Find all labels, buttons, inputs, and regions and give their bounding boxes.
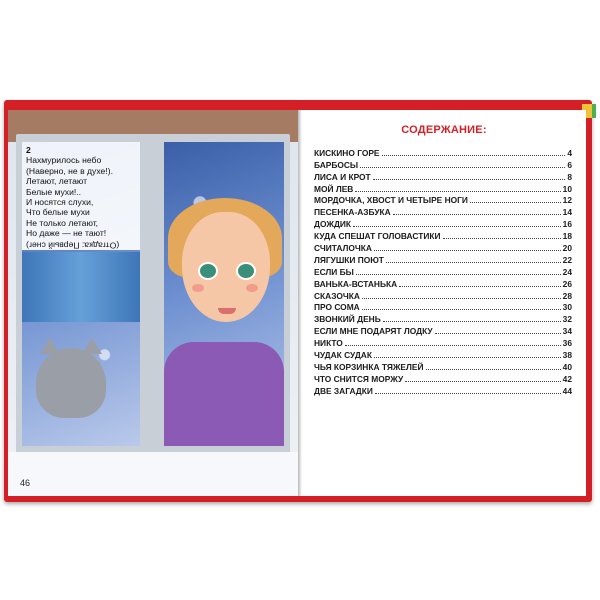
right-page: [302, 110, 586, 496]
toc-entry-page: 14: [562, 207, 572, 218]
toc-entry-page: 26: [562, 278, 572, 289]
toc-entry-title: КУДА СПЕШАТ ГОЛОВАСТИКИ: [314, 231, 441, 242]
toc-entry-title: МОЙ ЛЕВ: [314, 183, 354, 194]
toc-list: [314, 146, 572, 396]
toc-entry-page: 28: [562, 290, 572, 301]
toc-entry: [314, 336, 572, 348]
toc-entry: [314, 277, 572, 289]
toc-entry: [314, 372, 572, 384]
toc-entry: [314, 360, 572, 372]
toc-leader-dots: [393, 214, 561, 215]
toc-entry: [314, 205, 572, 217]
poem-line: Белые мухи!..: [26, 186, 82, 197]
toc-leader-dots: [374, 250, 561, 251]
toc-entry-page: 8: [567, 171, 572, 182]
toc-entry: [314, 170, 572, 182]
toc-entry-page: 30: [562, 302, 572, 313]
toc-entry: [314, 289, 572, 301]
toc-entry-page: 18: [562, 231, 572, 242]
toc-entry: [314, 348, 572, 360]
toc-entry-page: 40: [562, 361, 572, 372]
toc-leader-dots: [355, 191, 560, 192]
poem-line: (Наверно, не в духе!).: [26, 165, 113, 176]
toc-entry-page: 42: [562, 373, 572, 384]
window-pane-right: [164, 142, 284, 446]
toc-leader-dots: [435, 333, 561, 334]
poem-number: 2: [26, 145, 31, 155]
window-illustration: [16, 134, 290, 464]
toc-entry: [314, 182, 572, 194]
toc-entry: [314, 194, 572, 206]
toc-leader-dots: [374, 357, 561, 358]
girl-cheek: [192, 284, 204, 292]
cat-ear: [82, 338, 102, 354]
toc-entry-page: 6: [567, 159, 572, 170]
toc-entry-title: ПЕСЕНКА-АЗБУКА: [314, 207, 391, 218]
toc-entry-title: ЧЬЯ КОРЗИНКА ТЯЖЕЛЕЙ: [314, 361, 424, 372]
toc-entry-page: 16: [562, 219, 572, 230]
toc-leader-dots: [356, 274, 561, 275]
curtain-illustration: [22, 252, 140, 322]
girl-eye: [198, 262, 218, 280]
toc-entry-title: МОРДОЧКА, ХВОСТ И ЧЕТЫРЕ НОГИ: [314, 195, 468, 206]
toc-entry-title: СЧИТАЛОЧКА: [314, 243, 372, 254]
riddle-answer: (Отгадка: Первый снег): [26, 240, 120, 251]
toc-entry-title: СКАЗОЧКА: [314, 290, 360, 301]
toc-entry-title: ВАНЬКА-ВСТАНЬКА: [314, 278, 398, 289]
toc-leader-dots: [345, 345, 561, 346]
snow-ground: [8, 452, 298, 496]
cover-edge-green: [592, 104, 596, 118]
toc-entry-page: 34: [562, 326, 572, 337]
toc-entry-page: 12: [562, 195, 572, 206]
toc-leader-dots: [386, 262, 561, 263]
toc-entry: [314, 158, 572, 170]
toc-entry-title: ПРО СОМА: [314, 302, 360, 313]
toc-leader-dots: [443, 238, 561, 239]
toc-entry: [314, 312, 572, 324]
toc-entry: [314, 384, 572, 396]
toc-entry: [314, 146, 572, 158]
girl-face-illustration: [182, 212, 270, 322]
toc-leader-dots: [382, 155, 566, 156]
toc-leader-dots: [360, 167, 565, 168]
toc-entry: [314, 229, 572, 241]
window-pane-left: [22, 142, 140, 446]
toc-entry-page: 32: [562, 314, 572, 325]
poem-line: И носятся слухи,: [26, 197, 94, 208]
toc-leader-dots: [399, 286, 561, 287]
poem-line: Но даже — не тают!: [26, 228, 107, 239]
toc-leader-dots: [405, 381, 560, 382]
poem-line: Нахмурилось небо: [26, 155, 102, 166]
toc-leader-dots: [362, 298, 561, 299]
girl-eye: [236, 262, 256, 280]
toc-entry: [314, 217, 572, 229]
poem-line: Не только летают,: [26, 217, 99, 228]
toc-entry: [314, 241, 572, 253]
toc-entry-page: 36: [562, 338, 572, 349]
toc-entry-title: ЧТО СНИТСЯ МОРЖУ: [314, 373, 404, 384]
left-page-number: 46: [20, 478, 31, 488]
toc-entry-title: ЛИСА И КРОТ: [314, 171, 371, 182]
poem-line: Что белые мухи: [26, 207, 90, 218]
toc-entry: [314, 265, 572, 277]
toc-entry-page: 22: [562, 254, 572, 265]
left-page: [8, 110, 298, 496]
riddle-poem: [22, 142, 140, 250]
toc-entry-title: КИСКИНО ГОРЕ: [314, 147, 380, 158]
toc-entry: [314, 301, 572, 313]
toc-entry-page: 24: [562, 266, 572, 277]
toc-leader-dots: [383, 321, 561, 322]
toc-leader-dots: [362, 309, 561, 310]
toc-leader-dots: [353, 226, 561, 227]
toc-entry-title: ДОЖДИК: [314, 219, 352, 230]
toc-leader-dots: [375, 393, 561, 394]
toc-title: СОДЕРЖАНИЕ:: [401, 124, 487, 136]
toc-leader-dots: [373, 179, 566, 180]
toc-entry-page: 44: [562, 385, 572, 396]
toc-entry-page: 4: [567, 147, 572, 158]
toc-entry-title: НИКТО: [314, 338, 343, 349]
toc-entry-title: ЛЯГУШКИ ПОЮТ: [314, 254, 384, 265]
girl-cheek: [246, 284, 258, 292]
toc-entry-title: ДВЕ ЗАГАДКИ: [314, 385, 373, 396]
cat-illustration: [36, 348, 106, 418]
toc-entry-title: БАРБОСЫ: [314, 159, 359, 170]
poem-line: Летают, летают: [26, 176, 88, 187]
toc-entry: [314, 324, 572, 336]
toc-entry-title: ЗВОНКИЙ ДЕНЬ: [314, 314, 381, 325]
toc-entry-page: 38: [562, 350, 572, 361]
toc-entry: [314, 253, 572, 265]
toc-entry-title: ЕСЛИ МНЕ ПОДАРЯТ ЛОДКУ: [314, 326, 433, 337]
toc-entry-title: ЕСЛИ БЫ: [314, 266, 354, 277]
toc-entry-title: ЧУДАК СУДАК: [314, 350, 372, 361]
toc-leader-dots: [426, 369, 561, 370]
toc-entry-page: 20: [562, 243, 572, 254]
cat-ear: [40, 338, 60, 354]
toc-entry-page: 10: [562, 183, 572, 194]
toc-leader-dots: [470, 202, 561, 203]
girl-sweater-illustration: [164, 342, 284, 446]
